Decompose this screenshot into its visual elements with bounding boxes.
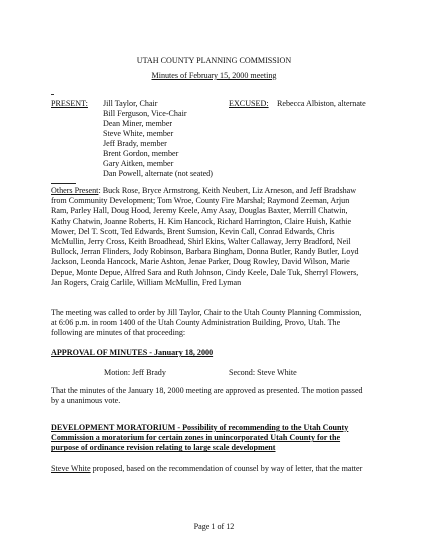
speaker-name: Steve White	[51, 464, 91, 473]
present-member: Jeff Brady, member	[103, 139, 167, 148]
present-member: Gary Aitken, member	[103, 159, 174, 168]
minutes-title: Minutes of February 15, 2000 meeting	[151, 71, 277, 80]
approval-paragraph: That the minutes of the January 18, 2000 meeting are approved as presented. The motion passed by a unanimous vote.	[51, 386, 363, 406]
others-present-label: Others Present	[51, 186, 99, 195]
margin-mark	[51, 94, 54, 95]
opening-paragraph: The meeting was called to order by Jill Taylor, Chair to the Utah County Planning Commission, at 6:06 p.m. in room 1400 of the Utah County Administration Building, Provo, Utah. The following are minutes of that proceeding:	[51, 308, 362, 338]
others-present-paragraph: Others Present: Buck Rose, Bryce Armstrong, Keith Neubert, Liz Arneson, and Jeff Bradshaw from Community Development; Tom Wroe, County Fire Marshal; Raymond Zeeman, Arjun Ram, Parley Hall, Doug Hood, Jeremy Keele, Amy Asay, Douglas Baxter, Merrill Chatwin, Kathy Chatwin, Joanne Roberts, H. Kim Hancock, Richard Harrington, Claire Huish, Kathie Mower, Del T. Scott, Ted Edwards, Brent Sumsion, Kevin Call, Conrad Edwards, Chris McMullin, Jerry Cross, Keith Broadhead, Shirl Ekins, Walter Callaway, Jerry Bradford, Neil Bullock, Jerran Flinders, Jody Robinson, Barbara Bingham, Donna Butler, Randy Butler, Loyd Jackson, Leonda Hancock, Marie Ashton, Jenae Parker, Doug Rowley, David Wilson, Marie Depue, Monte Depue, Alfred Sara and Ruth Johnson, Cindy Keele, Dale Tuk, Sherryl Flowers, Jan Rogers, Craig Carlile, William McMullin, Fred Lyman	[51, 186, 359, 287]
motion-text: Motion: Jeff Brady	[104, 368, 166, 377]
moratorium-paragraph: Steve White proposed, based on the recommendation of counsel by way of letter, that the matter	[51, 464, 363, 473]
page-number: Page 1 of 12	[193, 522, 235, 531]
separator-line	[51, 183, 76, 184]
present-member: Dan Powell, alternate (not seated)	[103, 169, 213, 178]
present-label: PRESENT:	[51, 99, 88, 108]
excused-label: EXCUSED:	[229, 99, 269, 108]
present-member: Bill Ferguson, Vice-Chair	[103, 109, 187, 118]
present-member: Steve White, member	[103, 129, 174, 138]
approval-heading: APPROVAL OF MINUTES - January 18, 2000	[51, 348, 214, 357]
moratorium-heading: DEVELOPMENT MORATORIUM - Possibility of recommending to the Utah County Commission a moratorium for certain zones in unincorporated Utah County for the purpose of ordinance revision relating to large scale development	[51, 423, 349, 453]
present-member: Brent Gordon, member	[103, 149, 179, 158]
present-member: Jill Taylor, Chair	[103, 99, 158, 108]
org-title: UTAH COUNTY PLANNING COMMISSION	[136, 56, 292, 65]
excused-member: Rebecca Albiston, alternate	[277, 99, 366, 108]
present-member: Dean Miner, member	[103, 119, 173, 128]
second-text: Second: Steve White	[229, 368, 297, 377]
